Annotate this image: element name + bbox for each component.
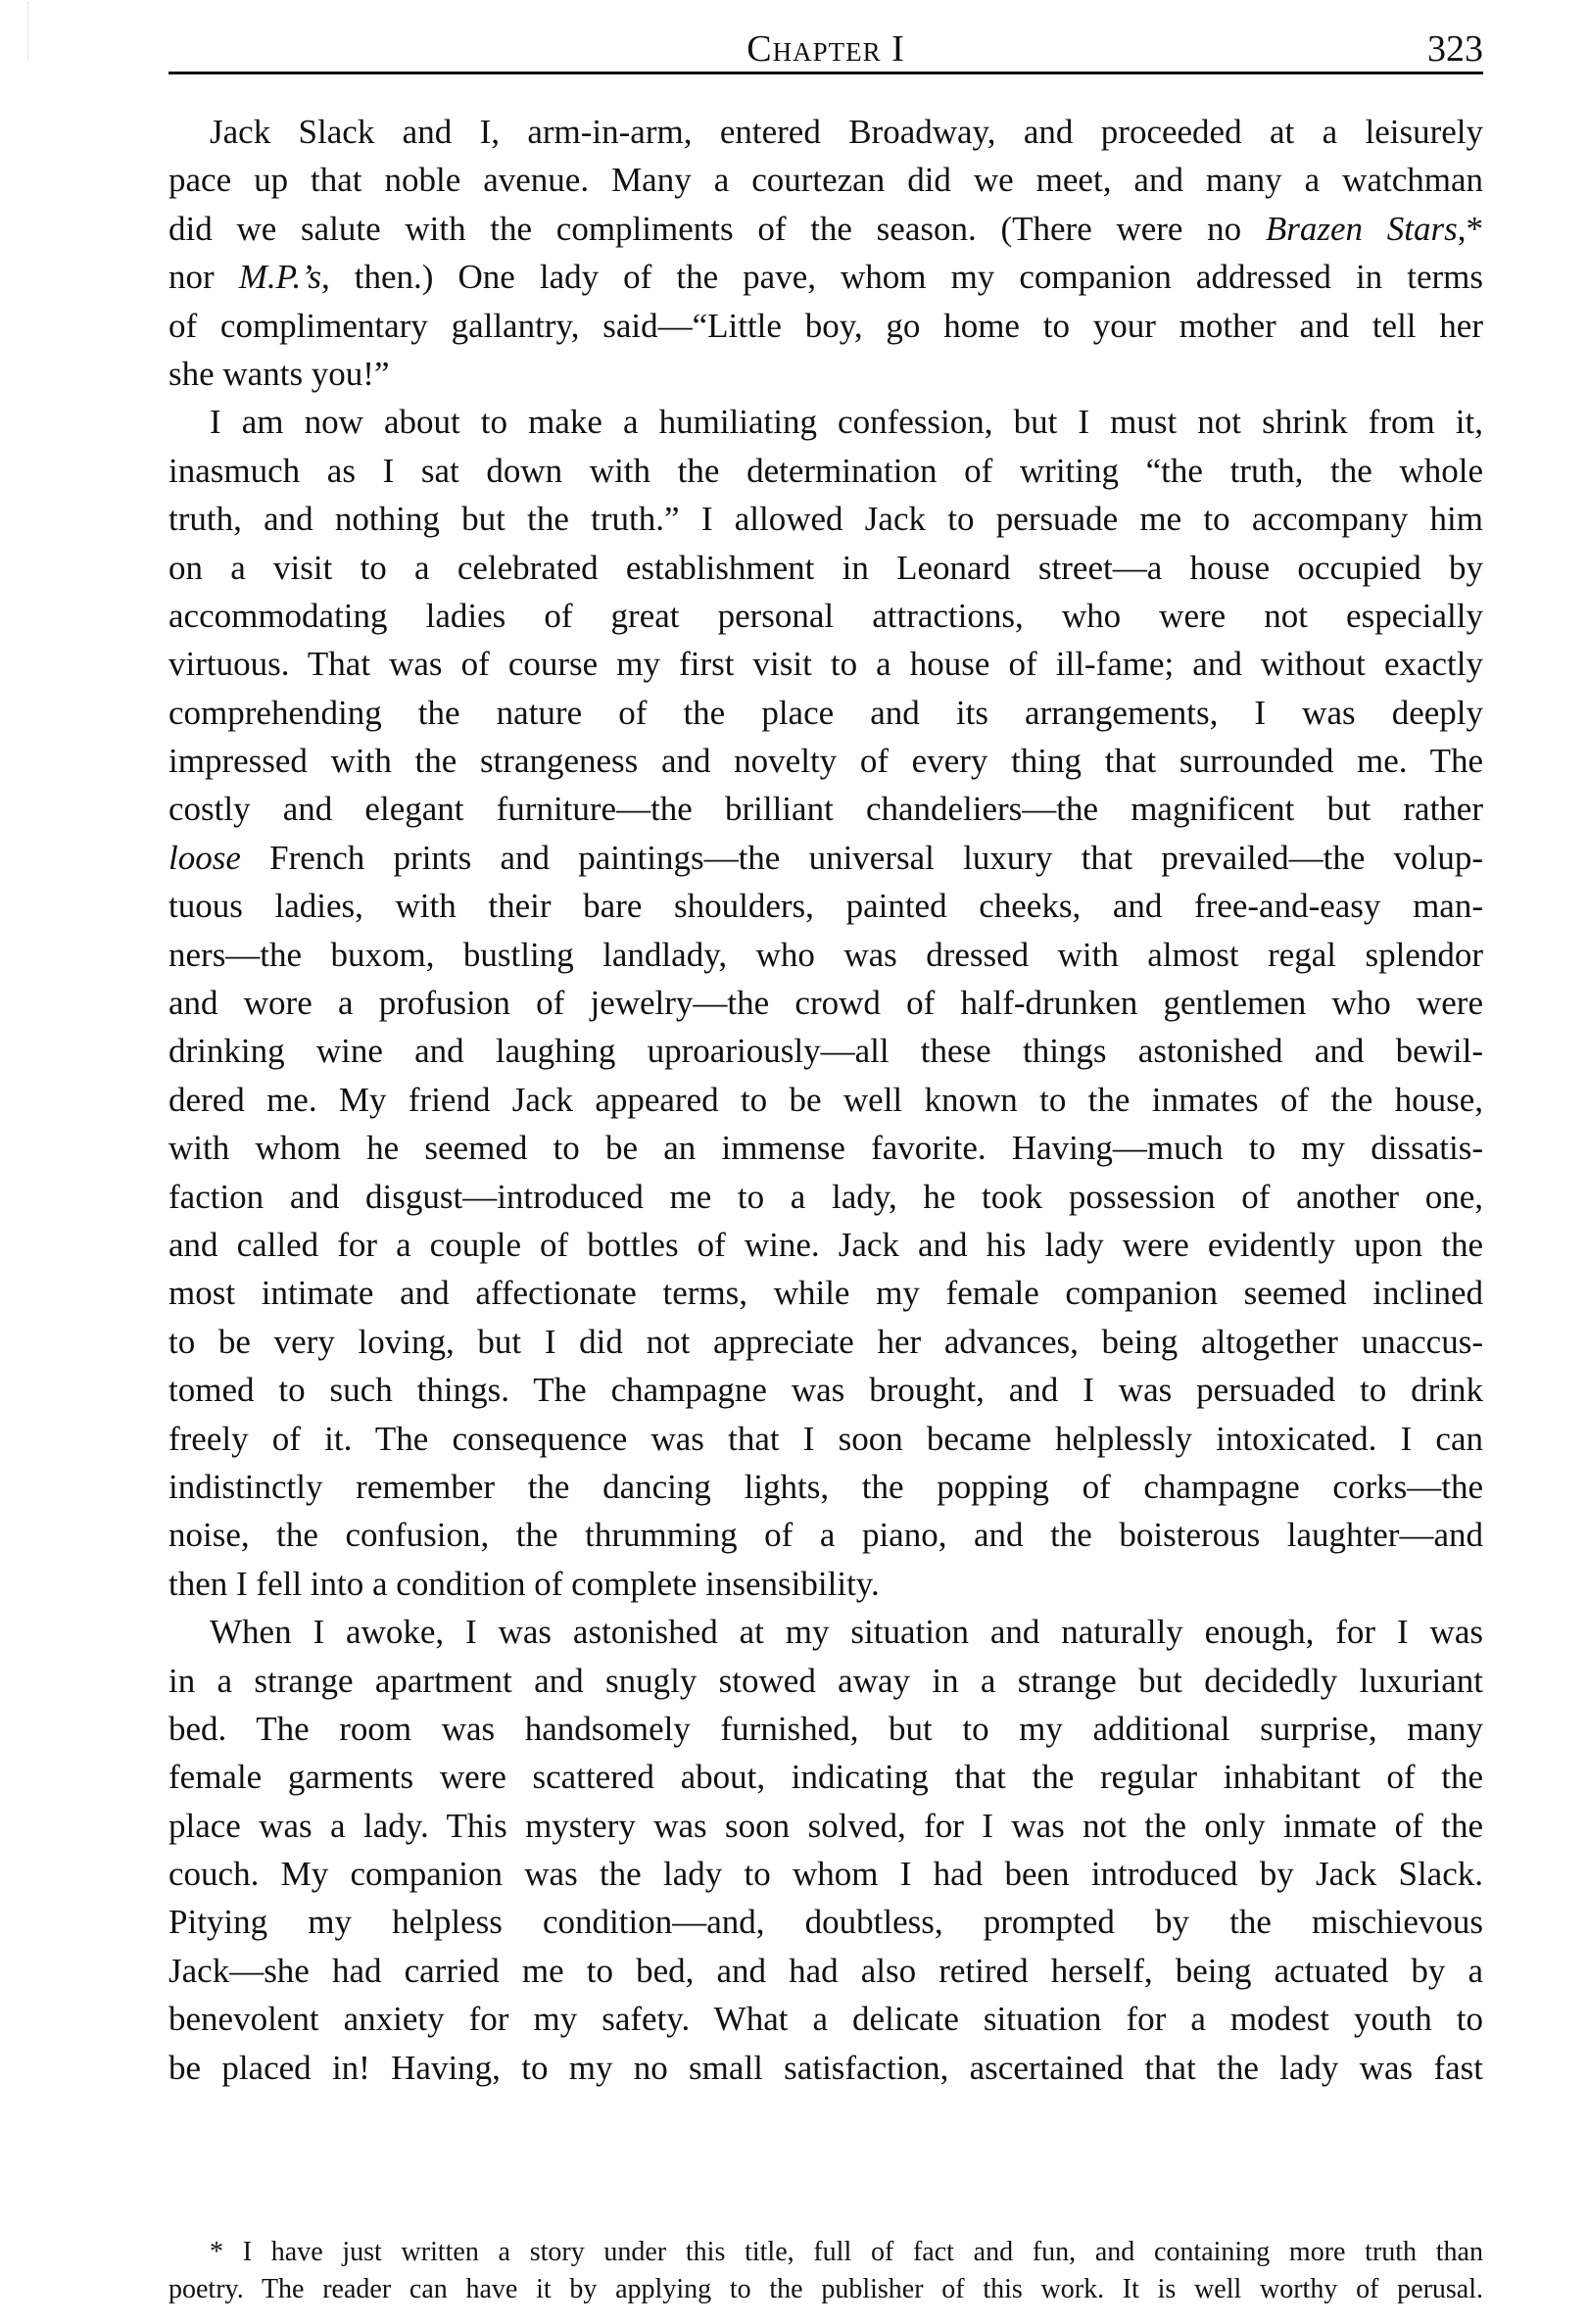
text-line: couch. My companion was the lady to whom I had been introduced by Jack Slack. <box>168 1855 1483 1894</box>
text-line: accommodating ladies of great personal attractions, who were not especially <box>168 596 1483 635</box>
text-line: impressed with the strangeness and novelty of every thing that surrounded me. The <box>168 742 1483 781</box>
text-line: noise, the confusion, the thrumming of a piano, and the boisterous laughter—and <box>168 1516 1483 1555</box>
text-line: and wore a profusion of jewelry—the crowd of half-drunken gentlemen who were <box>168 984 1483 1023</box>
text-line: benevolent anxiety for my safety. What a delicate situation for a modest youth to <box>168 2000 1483 2039</box>
paragraph <box>168 1608 1483 2092</box>
text-line: in a strange apartment and snugly stowed away in a strange but decidedly luxuriant <box>168 1661 1483 1700</box>
text-line: tomed to such things. The champagne was brought, and I was persuaded to drink <box>168 1371 1483 1410</box>
italic-text: loose <box>168 838 241 877</box>
text-line: Jack—she had carried me to bed, and had also retired herself, being actuated by a <box>168 1951 1483 1990</box>
italic-text: M.P.’s <box>238 258 321 297</box>
running-head <box>168 22 1483 71</box>
text-line: bed. The room was handsomely furnished, but to my additional surprise, many <box>168 1709 1483 1748</box>
text-line: female garments were scattered about, indicating that the regular inhabitant of the <box>168 1758 1483 1797</box>
italic-text: Brazen Stars <box>1265 209 1458 248</box>
text-line: and called for a couple of bottles of wine. Jack and his lady were evidently upon the <box>168 1225 1483 1264</box>
text-line: she wants you!” <box>168 354 390 393</box>
chapter-title: Chapter I <box>746 28 905 70</box>
text-line: truth, and nothing but the truth.” I allowed Jack to persuade me to accompany him <box>168 500 1483 539</box>
text-line: dered me. My friend Jack appeared to be well known to the inmates of the house, <box>168 1080 1483 1119</box>
text-line: nor M.P.’s, then.) One lady of the pave, whom my companion addressed in terms <box>168 258 1483 297</box>
text-line: drinking wine and laughing uproariously—all these things astonished and bewil- <box>168 1032 1483 1071</box>
text-line: indistinctly remember the dancing lights, the popping of champagne corks—the <box>168 1467 1483 1506</box>
text-line: I am now about to make a humiliating confession, but I must not shrink from it, <box>210 403 1483 442</box>
footnote-line: poetry. The reader can have it by applying to the publisher of this work. It is well worthy of perusal. <box>168 2274 1483 2304</box>
text-line: Jack Slack and I, arm-in-arm, entered Broadway, and proceeded at a leisurely <box>210 113 1483 151</box>
text-line: Pitying my helpless condition—and, doubtless, prompted by the mischievous <box>168 1903 1483 1942</box>
text-line: pace up that noble avenue. Many a courtezan did we meet, and many a watchman <box>168 161 1483 200</box>
footnote <box>168 2234 1483 2308</box>
text-line: When I awoke, I was astonished at my situation and naturally enough, for I was <box>210 1613 1483 1652</box>
text-line: to be very loving, but I did not appreciate her advances, being altogether unaccus- <box>168 1322 1483 1361</box>
text-line: virtuous. That was of course my first visit to a house of ill-fame; and without exactly <box>168 645 1483 684</box>
text-line: loose French prints and paintings—the universal luxury that prevailed—the volup- <box>168 838 1483 877</box>
text-line: then I fell into a condition of complete insensibility. <box>168 1564 880 1603</box>
paragraph <box>168 108 1483 398</box>
body-text <box>168 108 1483 2092</box>
scan-artifact <box>27 2 42 61</box>
text-line: inasmuch as I sat down with the determination of writing “the truth, the whole <box>168 451 1483 490</box>
text-line: ners—the buxom, bustling landlady, who was dressed with almost regal splendor <box>168 935 1483 974</box>
text-line: freely of it. The consequence was that I soon became helplessly intoxicated. I can <box>168 1419 1483 1458</box>
text-line: tuous ladies, with their bare shoulders, painted cheeks, and free-and-easy man- <box>168 887 1483 926</box>
text-line: with whom he seemed to be an immense favorite. Having—much to my dissatis- <box>168 1129 1483 1168</box>
text-line: of complimentary gallantry, said—“Little boy, go home to your mother and tell her <box>168 306 1483 345</box>
text-line: most intimate and affectionate terms, while my female companion seemed inclined <box>168 1274 1483 1313</box>
footnote-line: * I have just written a story under this title, full of fact and fun, and containing more truth than <box>210 2237 1483 2267</box>
text-line: faction and disgust—introduced me to a lady, he took possession of another one, <box>168 1177 1483 1216</box>
text-line: did we salute with the compliments of the season. (There were no Brazen Stars,* <box>168 209 1484 248</box>
text-line: place was a lady. This mystery was soon solved, for I was not the only inmate of the <box>168 1806 1483 1845</box>
page-number: 323 <box>1427 28 1483 70</box>
text-line: costly and elegant furniture—the brilliant chandeliers—the magnificent but rather <box>168 790 1483 829</box>
text-line: on a visit to a celebrated establishment in Leonard street—a house occupied by <box>168 548 1483 587</box>
text-line: comprehending the nature of the place and its arrangements, I was deeply <box>168 693 1483 732</box>
header-rule <box>168 72 1483 74</box>
text-line: be placed in! Having, to my no small satisfaction, ascertained that the lady was fast <box>168 2048 1483 2087</box>
paragraph <box>168 398 1483 1608</box>
